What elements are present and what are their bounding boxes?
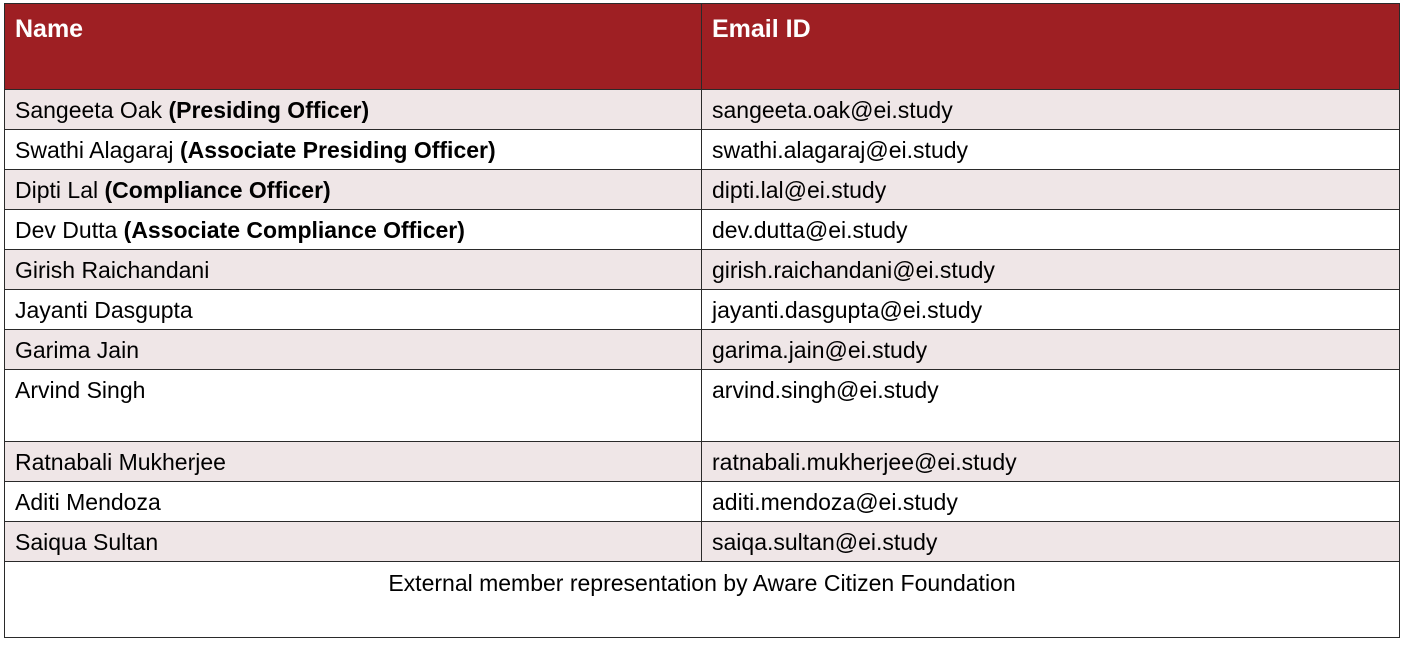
table-row <box>5 370 1400 442</box>
name-cell <box>5 442 702 482</box>
name-cell <box>5 210 702 250</box>
name-cell <box>5 250 702 290</box>
column-header-email: Email ID <box>702 4 1400 90</box>
table-row <box>5 442 1400 482</box>
email-cell: saiqa.sultan@ei.study <box>702 522 1400 562</box>
table-header-row <box>5 4 1400 90</box>
member-role: (Associate Presiding Officer) <box>179 137 496 163</box>
table-row <box>5 130 1400 170</box>
name-cell <box>5 522 702 562</box>
name-cell <box>5 170 702 210</box>
email-cell: ratnabali.mukherjee@ei.study <box>702 442 1400 482</box>
table-row <box>5 522 1400 562</box>
table-row <box>5 210 1400 250</box>
member-name: Dipti Lal <box>15 177 99 203</box>
member-name: Aditi Mendoza <box>15 489 161 515</box>
name-cell <box>5 370 702 442</box>
column-header-name: Name <box>5 4 702 90</box>
table-row <box>5 482 1400 522</box>
email-cell: arvind.singh@ei.study <box>702 370 1400 442</box>
member-name: Arvind Singh <box>15 377 146 403</box>
table-row <box>5 330 1400 370</box>
table-row <box>5 170 1400 210</box>
name-cell <box>5 90 702 130</box>
email-cell: dipti.lal@ei.study <box>702 170 1400 210</box>
member-name: Swathi Alagaraj <box>15 137 174 163</box>
member-role: (Compliance Officer) <box>104 177 331 203</box>
member-name: Sangeeta Oak <box>15 97 163 123</box>
name-cell <box>5 482 702 522</box>
name-cell <box>5 330 702 370</box>
member-name: Dev Dutta <box>15 217 118 243</box>
table-row <box>5 290 1400 330</box>
table-row <box>5 90 1400 130</box>
member-role: (Presiding Officer) <box>168 97 370 123</box>
email-cell: swathi.alagaraj@ei.study <box>702 130 1400 170</box>
name-cell <box>5 130 702 170</box>
member-name: Garima Jain <box>15 337 139 363</box>
member-name: Saiqua Sultan <box>15 529 159 555</box>
member-role: (Associate Compliance Officer) <box>123 217 465 243</box>
member-name: Jayanti Dasgupta <box>15 297 193 323</box>
committee-contact-table <box>4 3 1400 638</box>
email-cell: girish.raichandani@ei.study <box>702 250 1400 290</box>
email-cell: sangeeta.oak@ei.study <box>702 90 1400 130</box>
member-name: Ratnabali Mukherjee <box>15 449 226 475</box>
email-cell: aditi.mendoza@ei.study <box>702 482 1400 522</box>
email-cell: garima.jain@ei.study <box>702 330 1400 370</box>
email-cell: dev.dutta@ei.study <box>702 210 1400 250</box>
email-cell: jayanti.dasgupta@ei.study <box>702 290 1400 330</box>
member-name: Girish Raichandani <box>15 257 210 283</box>
table-row <box>5 250 1400 290</box>
table-footer-row <box>5 562 1400 638</box>
external-member-note: External member representation by Aware Citizen Foundation <box>5 562 1400 638</box>
name-cell <box>5 290 702 330</box>
